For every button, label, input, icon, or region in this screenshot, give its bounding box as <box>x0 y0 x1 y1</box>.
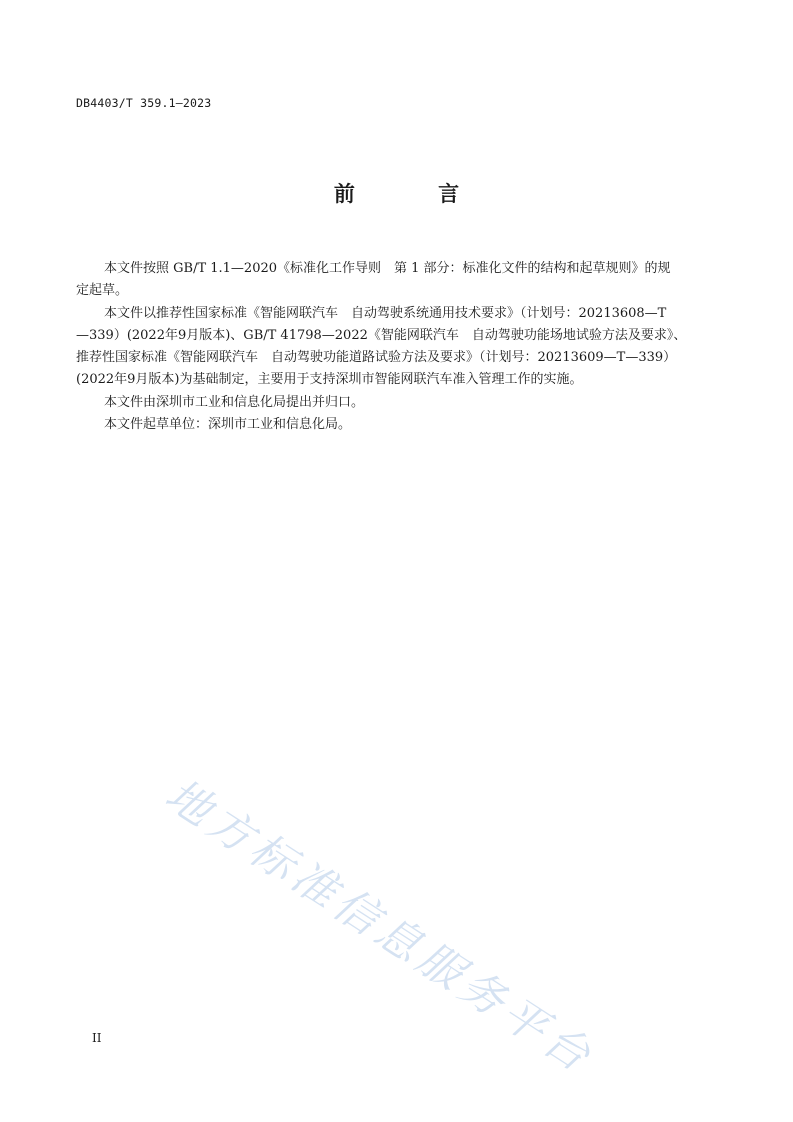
document-body <box>76 258 716 436</box>
text-line: —339）(2022年9月版本)、GB/T 41798—2022《智能网联汽车 自动驾驶功能场地试验方法及要求》、 <box>76 327 687 343</box>
paragraph-drafting-basis <box>76 258 716 303</box>
text-line: (2022年9月版本)为基础制定，主要用于支持深圳市智能网联汽车准入管理工作的实施。 <box>76 372 583 388</box>
text-line: 推荐性国家标准《智能网联汽车 自动驾驶功能道路试验方法及要求》（计划号：20213609—T—339） <box>76 350 677 366</box>
paragraph-drafting-unit <box>76 414 716 436</box>
text-line: 本文件由深圳市工业和信息化局提出并归口。 <box>104 394 365 410</box>
text-line: 本文件起草单位：深圳市工业和信息化局。 <box>104 417 352 433</box>
paragraph-reference-standards <box>76 303 716 392</box>
watermark: 地方标准信息服务平台 <box>156 769 604 1085</box>
page-title: 前 言 <box>333 182 498 206</box>
page-number: II <box>92 1031 102 1045</box>
text-line: 本文件以推荐性国家标准《智能网联汽车 自动驾驶系统通用技术要求》（计划号：20213608—T <box>104 305 667 321</box>
paragraph-proposer <box>76 392 716 414</box>
text-line: 定起草。 <box>76 283 129 299</box>
text-line: 本文件按照 GB/T 1.1—2020《标准化工作导则 第 1 部分：标准化文件的结构和起草规则》的规 <box>104 261 671 276</box>
document-code: DB4403/T 359.1—2023 <box>76 96 212 110</box>
